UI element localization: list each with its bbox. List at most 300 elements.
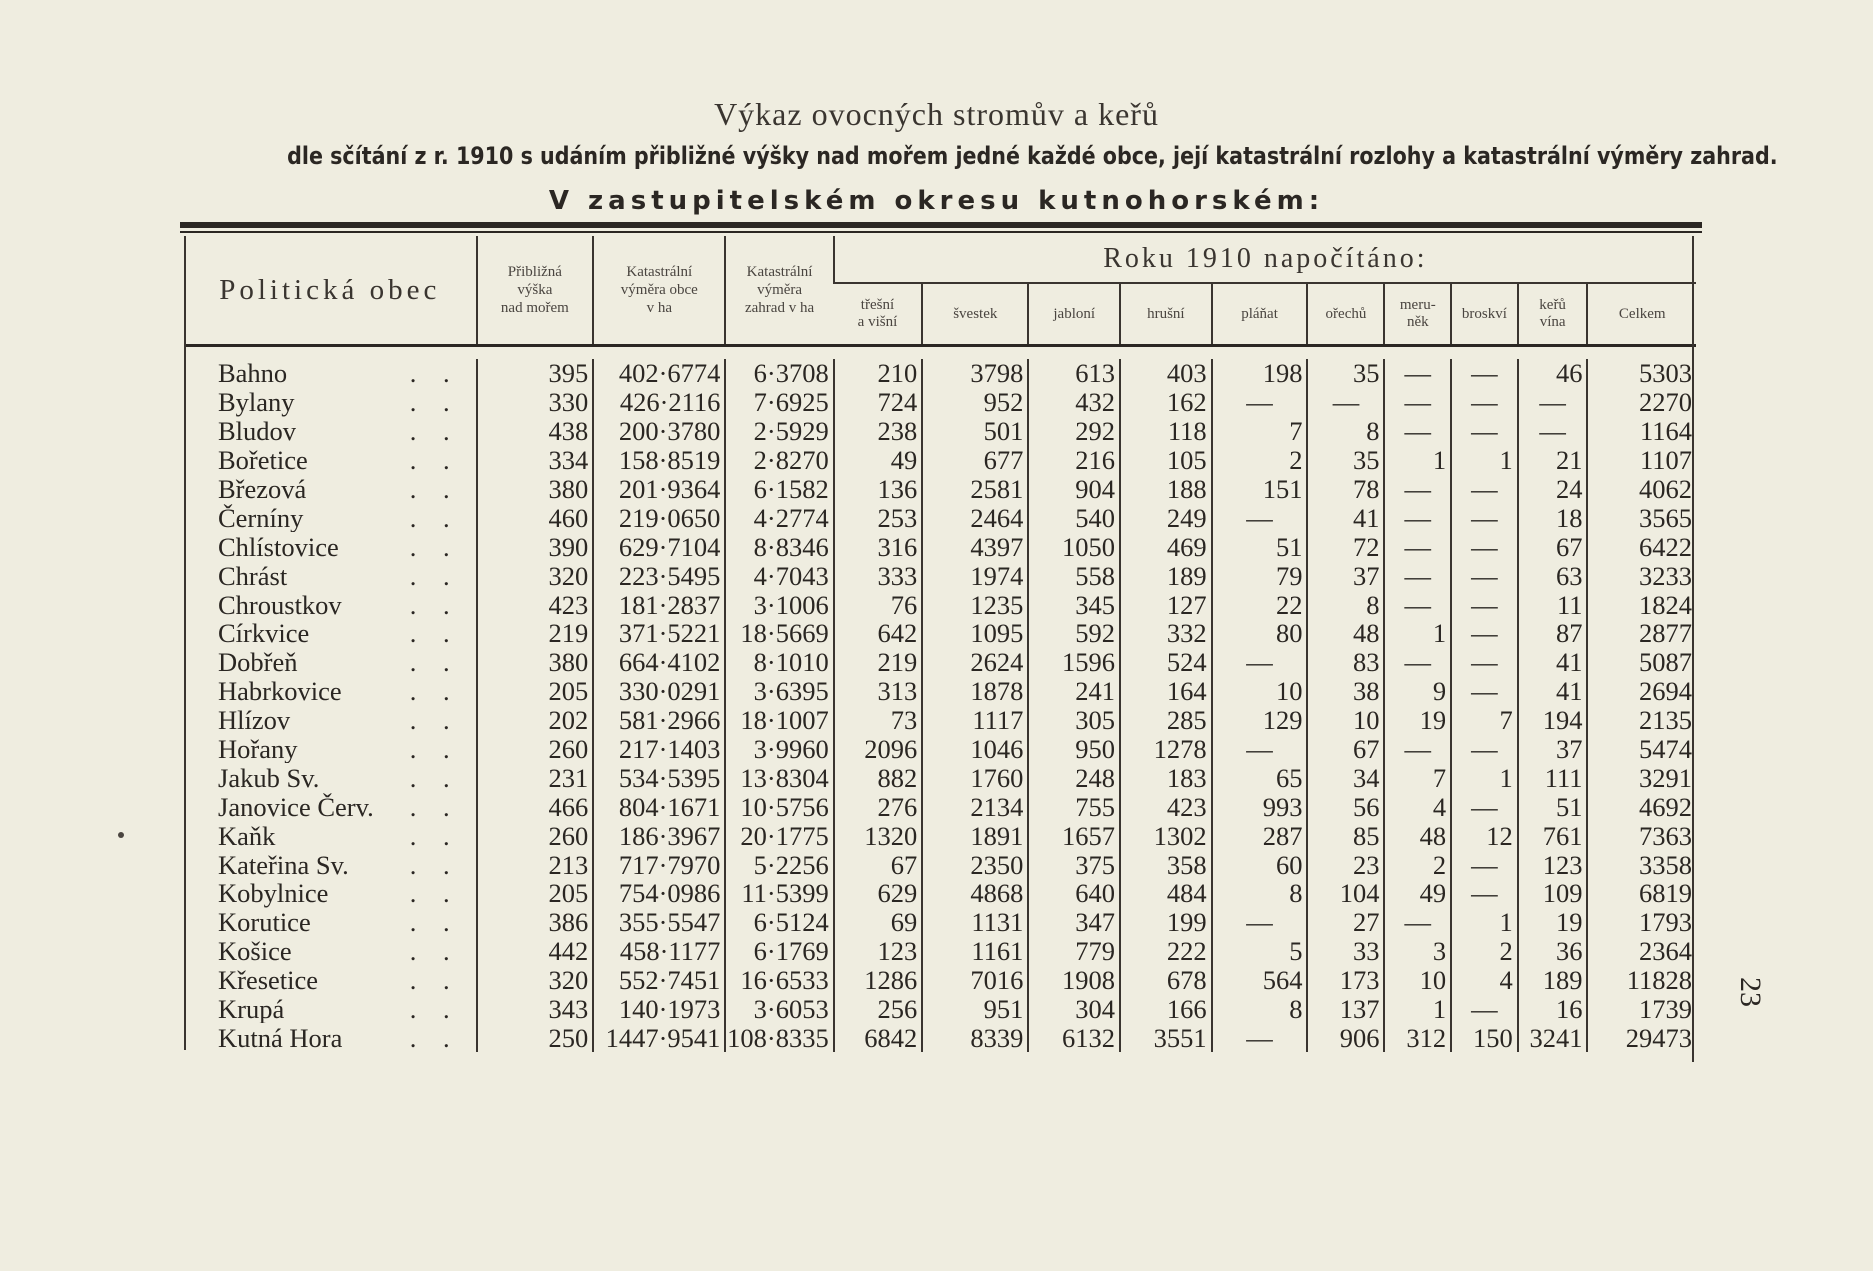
cell-jabloni: 216	[1028, 446, 1120, 475]
header-orechu: ořechů	[1307, 283, 1384, 346]
cell-obce: 552·7451	[593, 966, 725, 995]
cell-jabloni: 241	[1028, 677, 1120, 706]
cell-hrusni: 484	[1120, 879, 1212, 908]
cell-broskvi: —	[1451, 619, 1518, 648]
cell-planat: 60	[1212, 850, 1308, 879]
cell-orechu: 104	[1307, 879, 1384, 908]
cell-obce: 330·0291	[593, 677, 725, 706]
cell-tresni: 49	[834, 446, 923, 475]
cell-vino: 41	[1518, 677, 1588, 706]
obec-name: Křesetice . .	[218, 965, 460, 995]
cell-vyska: 395	[477, 359, 594, 388]
cell-jabloni: 1050	[1028, 532, 1120, 561]
cell-orechu: 8	[1307, 417, 1384, 446]
table-row	[184, 388, 1696, 417]
cell-orechu: 34	[1307, 763, 1384, 792]
cell-broskvi: 1	[1451, 908, 1518, 937]
cell-planat: 2	[1212, 446, 1308, 475]
cell-merunek: 312	[1384, 1023, 1451, 1052]
cell-tresni: 123	[834, 937, 923, 966]
cell-svestek: 1235	[922, 590, 1028, 619]
cell-orechu: 33	[1307, 937, 1384, 966]
cell-jabloni: 1908	[1028, 966, 1120, 995]
table-row	[184, 677, 1696, 706]
cell-vino: 109	[1518, 879, 1588, 908]
cell-merunek: 10	[1384, 966, 1451, 995]
obec-name: Březová . .	[218, 474, 460, 504]
cell-celkem: 2694	[1587, 677, 1696, 706]
cell-zahrad: 18·5669	[725, 619, 833, 648]
cell-vino: 36	[1518, 937, 1588, 966]
cell-vino: 189	[1518, 966, 1588, 995]
cell-vyska: 260	[477, 821, 594, 850]
cell-merunek: 7	[1384, 763, 1451, 792]
cell-tresni: 724	[834, 388, 923, 417]
cell-zahrad: 18·1007	[725, 706, 833, 735]
cell-celkem: 11828	[1587, 966, 1696, 995]
cell-tresni: 69	[834, 908, 923, 937]
cell-orechu: —	[1307, 388, 1384, 417]
cell-jabloni: 950	[1028, 735, 1120, 764]
cell-vino: 11	[1518, 590, 1588, 619]
leader-dots: . .	[409, 416, 460, 446]
cell-merunek: —	[1384, 359, 1451, 388]
cell-orechu: 72	[1307, 532, 1384, 561]
cell-celkem: 4062	[1587, 475, 1696, 504]
leader-dots: . .	[409, 619, 460, 648]
cell-orechu: 56	[1307, 792, 1384, 821]
cell-broskvi: —	[1451, 417, 1518, 446]
cell-vino: 16	[1518, 995, 1588, 1024]
table-row	[184, 446, 1696, 475]
table-row	[184, 879, 1696, 908]
cell-merunek: 1	[1384, 995, 1451, 1024]
cell-hrusni: 423	[1120, 792, 1212, 821]
cell-celkem: 2135	[1587, 706, 1696, 735]
cell-celkem: 3565	[1587, 503, 1696, 532]
obec-name: Kutná Hora . .	[218, 1023, 460, 1053]
cell-svestek: 951	[922, 995, 1028, 1024]
cell-vino: 3241	[1518, 1023, 1588, 1052]
cell-planat: —	[1212, 388, 1308, 417]
cell-hrusni: 285	[1120, 706, 1212, 735]
cell-tresni: 238	[834, 417, 923, 446]
cell-obce: 581·2966	[593, 706, 725, 735]
cell-broskvi: 1	[1451, 446, 1518, 475]
cell-broskvi: —	[1451, 359, 1518, 388]
cell-hrusni: 188	[1120, 475, 1212, 504]
cell-broskvi: 1	[1451, 763, 1518, 792]
cell-svestek: 2134	[922, 792, 1028, 821]
cell-tresni: 333	[834, 561, 923, 590]
cell-jabloni: 375	[1028, 850, 1120, 879]
cell-tresni: 313	[834, 677, 923, 706]
table-row	[184, 995, 1696, 1024]
cell-celkem: 3358	[1587, 850, 1696, 879]
cell-obce: 181·2837	[593, 590, 725, 619]
cell-vino: 63	[1518, 561, 1588, 590]
cell-hrusni: 162	[1120, 388, 1212, 417]
table-row	[184, 706, 1696, 735]
cell-planat: 287	[1212, 821, 1308, 850]
cell-hrusni: 127	[1120, 590, 1212, 619]
cell-obce: 534·5395	[593, 763, 725, 792]
cell-orechu: 85	[1307, 821, 1384, 850]
cell-jabloni: 1657	[1028, 821, 1120, 850]
cell-orechu: 137	[1307, 995, 1384, 1024]
cell-zahrad: 3·6053	[725, 995, 833, 1024]
cell-tresni: 629	[834, 879, 923, 908]
cell-svestek: 1878	[922, 677, 1028, 706]
cell-zahrad: 6·1769	[725, 937, 833, 966]
header-vyska: Přibližná výška nad mořem	[477, 236, 594, 346]
cell-celkem: 6819	[1587, 879, 1696, 908]
cell-celkem: 3233	[1587, 561, 1696, 590]
table-row	[184, 648, 1696, 677]
cell-celkem: 29473	[1587, 1023, 1696, 1052]
obec-name: Bylany . .	[218, 387, 460, 417]
cell-tresni: 76	[834, 590, 923, 619]
cell-jabloni: 305	[1028, 706, 1120, 735]
cell-hrusni: 199	[1120, 908, 1212, 937]
header-broskvi: broskví	[1451, 283, 1518, 346]
cell-hrusni: 118	[1120, 417, 1212, 446]
cell-vino: 41	[1518, 648, 1588, 677]
table-row	[184, 966, 1696, 995]
leader-dots: . .	[409, 387, 460, 417]
cell-vyska: 334	[477, 446, 594, 475]
leader-dots: . .	[409, 1023, 460, 1053]
cell-planat: 65	[1212, 763, 1308, 792]
cell-zahrad: 2·8270	[725, 446, 833, 475]
cell-obce: 1447·9541	[593, 1023, 725, 1052]
cell-broskvi: 4	[1451, 966, 1518, 995]
header-obec: Politická obec	[219, 273, 441, 306]
cell-celkem: 7363	[1587, 821, 1696, 850]
header-rule-thin	[180, 231, 1702, 233]
cell-vyska: 260	[477, 735, 594, 764]
cell-merunek: —	[1384, 388, 1451, 417]
cell-obce: 158·8519	[593, 446, 725, 475]
cell-merunek: 19	[1384, 706, 1451, 735]
cell-merunek: —	[1384, 590, 1451, 619]
cell-planat: —	[1212, 908, 1308, 937]
table-row	[184, 792, 1696, 821]
cell-zahrad: 11·5399	[725, 879, 833, 908]
cell-planat: 22	[1212, 590, 1308, 619]
cell-vyska: 390	[477, 532, 594, 561]
obec-name: Jakub Sv. . .	[218, 763, 460, 793]
cell-vino: —	[1518, 388, 1588, 417]
cell-vyska: 380	[477, 475, 594, 504]
page-title: Výkaz ovocných stromův a keřů	[714, 96, 1159, 132]
leader-dots: . .	[409, 445, 460, 475]
cell-broskvi: 7	[1451, 706, 1518, 735]
cell-celkem: 6422	[1587, 532, 1696, 561]
obec-name: Kaňk . .	[218, 821, 460, 851]
cell-jabloni: 292	[1028, 417, 1120, 446]
cell-zahrad: 7·6925	[725, 388, 833, 417]
cell-svestek: 4868	[922, 879, 1028, 908]
cell-celkem: 1824	[1587, 590, 1696, 619]
cell-broskvi: —	[1451, 995, 1518, 1024]
cell-planat: 564	[1212, 966, 1308, 995]
cell-orechu: 41	[1307, 503, 1384, 532]
cell-hrusni: 164	[1120, 677, 1212, 706]
cell-hrusni: 358	[1120, 850, 1212, 879]
cell-hrusni: 183	[1120, 763, 1212, 792]
cell-planat: 198	[1212, 359, 1308, 388]
cell-planat: 5	[1212, 937, 1308, 966]
cell-broskvi: 150	[1451, 1023, 1518, 1052]
cell-planat: 8	[1212, 995, 1308, 1024]
header-keru-vina: keřů vína	[1518, 283, 1588, 346]
cell-svestek: 7016	[922, 966, 1028, 995]
leader-dots: . .	[409, 561, 460, 591]
header-planat: pláňat	[1212, 283, 1308, 346]
cell-broskvi: —	[1451, 561, 1518, 590]
obec-name: Černíny . .	[218, 503, 460, 533]
obec-name: Košice . .	[218, 936, 460, 966]
cell-broskvi: —	[1451, 503, 1518, 532]
cell-celkem: 1164	[1587, 417, 1696, 446]
table-row	[184, 1023, 1696, 1052]
obec-name: Bořetice . .	[218, 445, 460, 475]
leader-dots: . .	[409, 590, 460, 620]
leader-dots: . .	[409, 850, 460, 880]
leader-dots: . .	[409, 705, 460, 735]
obec-name: Chrást . .	[218, 561, 460, 591]
cell-jabloni: 304	[1028, 995, 1120, 1024]
page-subtitle: dle sčítání z r. 1910 s udáním přibližné výšky nad mořem jedné každé obce, její katastrální rozlohy a katastrální výměry zahrad.	[287, 142, 1778, 170]
cell-obce: 201·9364	[593, 475, 725, 504]
cell-svestek: 1131	[922, 908, 1028, 937]
district-heading: V zastupitelském okresu kutnohorském:	[548, 186, 1325, 216]
cell-planat: 8	[1212, 879, 1308, 908]
table-row	[184, 417, 1696, 446]
cell-zahrad: 8·8346	[725, 532, 833, 561]
cell-merunek: 2	[1384, 850, 1451, 879]
cell-vino: 46	[1518, 359, 1588, 388]
leader-dots: . .	[409, 936, 460, 966]
header-rule-thick	[180, 222, 1702, 228]
cell-broskvi: —	[1451, 388, 1518, 417]
cell-vino: 18	[1518, 503, 1588, 532]
cell-jabloni: 904	[1028, 475, 1120, 504]
cell-celkem: 5087	[1587, 648, 1696, 677]
cell-broskvi: —	[1451, 792, 1518, 821]
cell-planat: 993	[1212, 792, 1308, 821]
cell-broskvi: 2	[1451, 937, 1518, 966]
cell-tresni: 316	[834, 532, 923, 561]
cell-vino: 123	[1518, 850, 1588, 879]
cell-vyska: 442	[477, 937, 594, 966]
leader-dots: . .	[409, 907, 460, 937]
cell-orechu: 35	[1307, 359, 1384, 388]
cell-tresni: 256	[834, 995, 923, 1024]
cell-tresni: 210	[834, 359, 923, 388]
cell-merunek: 9	[1384, 677, 1451, 706]
cell-obce: 140·1973	[593, 995, 725, 1024]
cell-broskvi: —	[1451, 648, 1518, 677]
cell-broskvi: —	[1451, 475, 1518, 504]
cell-hrusni: 1302	[1120, 821, 1212, 850]
cell-vyska: 330	[477, 388, 594, 417]
leader-dots: . .	[409, 647, 460, 677]
cell-tresni: 882	[834, 763, 923, 792]
leader-dots: . .	[409, 965, 460, 995]
cell-svestek: 1974	[922, 561, 1028, 590]
cell-orechu: 27	[1307, 908, 1384, 937]
cell-celkem: 1739	[1587, 995, 1696, 1024]
cell-jabloni: 779	[1028, 937, 1120, 966]
cell-vino: 67	[1518, 532, 1588, 561]
cell-zahrad: 6·1582	[725, 475, 833, 504]
cell-obce: 200·3780	[593, 417, 725, 446]
cell-merunek: —	[1384, 908, 1451, 937]
cell-zahrad: 2·5929	[725, 417, 833, 446]
cell-svestek: 2624	[922, 648, 1028, 677]
cell-obce: 223·5495	[593, 561, 725, 590]
cell-svestek: 1117	[922, 706, 1028, 735]
cell-planat: —	[1212, 1023, 1308, 1052]
leader-dots: . .	[409, 879, 460, 908]
cell-vyska: 466	[477, 792, 594, 821]
obec-name: Krupá . .	[218, 994, 460, 1024]
cell-tresni: 1320	[834, 821, 923, 850]
table-left-border	[184, 236, 186, 1050]
cell-obce: 219·0650	[593, 503, 725, 532]
cell-zahrad: 8·1010	[725, 648, 833, 677]
obec-name: Bludov . .	[218, 416, 460, 446]
cell-hrusni: 222	[1120, 937, 1212, 966]
cell-celkem: 2877	[1587, 619, 1696, 648]
cell-zahrad: 13·8304	[725, 763, 833, 792]
cell-zahrad: 3·1006	[725, 590, 833, 619]
cell-merunek: —	[1384, 532, 1451, 561]
leader-dots: . .	[409, 763, 460, 793]
cell-planat: 10	[1212, 677, 1308, 706]
table-row	[184, 908, 1696, 937]
cell-vyska: 320	[477, 966, 594, 995]
obec-name: Hlízov . .	[218, 705, 460, 735]
cell-jabloni: 345	[1028, 590, 1120, 619]
cell-zahrad: 6·3708	[725, 359, 833, 388]
table-row	[184, 359, 1696, 388]
cell-hrusni: 166	[1120, 995, 1212, 1024]
table-row	[184, 475, 1696, 504]
cell-celkem: 1793	[1587, 908, 1696, 937]
cell-vyska: 219	[477, 619, 594, 648]
cell-planat: —	[1212, 503, 1308, 532]
cell-vino: —	[1518, 417, 1588, 446]
cell-vyska: 423	[477, 590, 594, 619]
cell-merunek: —	[1384, 735, 1451, 764]
cell-merunek: 4	[1384, 792, 1451, 821]
cell-svestek: 1760	[922, 763, 1028, 792]
cell-zahrad: 5·2256	[725, 850, 833, 879]
table-row	[184, 503, 1696, 532]
cell-obce: 754·0986	[593, 879, 725, 908]
cell-broskvi: —	[1451, 850, 1518, 879]
cell-svestek: 1095	[922, 619, 1028, 648]
cell-broskvi: —	[1451, 590, 1518, 619]
fruit-tree-table	[184, 236, 1696, 1052]
cell-zahrad: 10·5756	[725, 792, 833, 821]
cell-vino: 21	[1518, 446, 1588, 475]
cell-orechu: 10	[1307, 706, 1384, 735]
cell-celkem: 3291	[1587, 763, 1696, 792]
leader-dots: . .	[409, 532, 460, 562]
cell-obce: 355·5547	[593, 908, 725, 937]
cell-vyska: 438	[477, 417, 594, 446]
cell-vyska: 320	[477, 561, 594, 590]
header-celkem: Celkem	[1587, 283, 1696, 346]
leader-dots: . .	[409, 792, 460, 822]
header-merunek: meru- něk	[1384, 283, 1451, 346]
cell-hrusni: 403	[1120, 359, 1212, 388]
leader-dots: . .	[409, 503, 460, 533]
cell-obce: 402·6774	[593, 359, 725, 388]
cell-jabloni: 6132	[1028, 1023, 1120, 1052]
table-row	[184, 590, 1696, 619]
obec-name: Kobylnice . .	[218, 879, 460, 908]
table-row	[184, 763, 1696, 792]
cell-merunek: 49	[1384, 879, 1451, 908]
cell-jabloni: 613	[1028, 359, 1120, 388]
cell-zahrad: 3·6395	[725, 677, 833, 706]
cell-obce: 629·7104	[593, 532, 725, 561]
leader-dots: . .	[409, 994, 460, 1024]
cell-celkem: 1107	[1587, 446, 1696, 475]
cell-svestek: 2350	[922, 850, 1028, 879]
cell-zahrad: 3·9960	[725, 735, 833, 764]
table-right-border	[1692, 236, 1694, 1062]
cell-celkem: 5474	[1587, 735, 1696, 764]
cell-jabloni: 432	[1028, 388, 1120, 417]
cell-jabloni: 1596	[1028, 648, 1120, 677]
cell-hrusni: 3551	[1120, 1023, 1212, 1052]
cell-svestek: 1161	[922, 937, 1028, 966]
cell-hrusni: 105	[1120, 446, 1212, 475]
cell-orechu: 906	[1307, 1023, 1384, 1052]
table-row	[184, 735, 1696, 764]
cell-vyska: 343	[477, 995, 594, 1024]
cell-zahrad: 6·5124	[725, 908, 833, 937]
cell-vyska: 205	[477, 879, 594, 908]
cell-orechu: 37	[1307, 561, 1384, 590]
cell-zahrad: 108·8335	[725, 1023, 833, 1052]
cell-broskvi: —	[1451, 735, 1518, 764]
cell-merunek: —	[1384, 648, 1451, 677]
cell-svestek: 501	[922, 417, 1028, 446]
cell-zahrad: 20·1775	[725, 821, 833, 850]
cell-hrusni: 469	[1120, 532, 1212, 561]
cell-hrusni: 189	[1120, 561, 1212, 590]
cell-vyska: 205	[477, 677, 594, 706]
cell-planat: 129	[1212, 706, 1308, 735]
cell-orechu: 67	[1307, 735, 1384, 764]
cell-vino: 24	[1518, 475, 1588, 504]
cell-svestek: 3798	[922, 359, 1028, 388]
header-vymera-obce: Katastrální výměra obce v ha	[593, 236, 725, 346]
cell-jabloni: 540	[1028, 503, 1120, 532]
margin-mark	[118, 832, 124, 838]
obec-name: Korutice . .	[218, 907, 460, 937]
cell-hrusni: 332	[1120, 619, 1212, 648]
cell-vino: 51	[1518, 792, 1588, 821]
cell-celkem: 5303	[1587, 359, 1696, 388]
